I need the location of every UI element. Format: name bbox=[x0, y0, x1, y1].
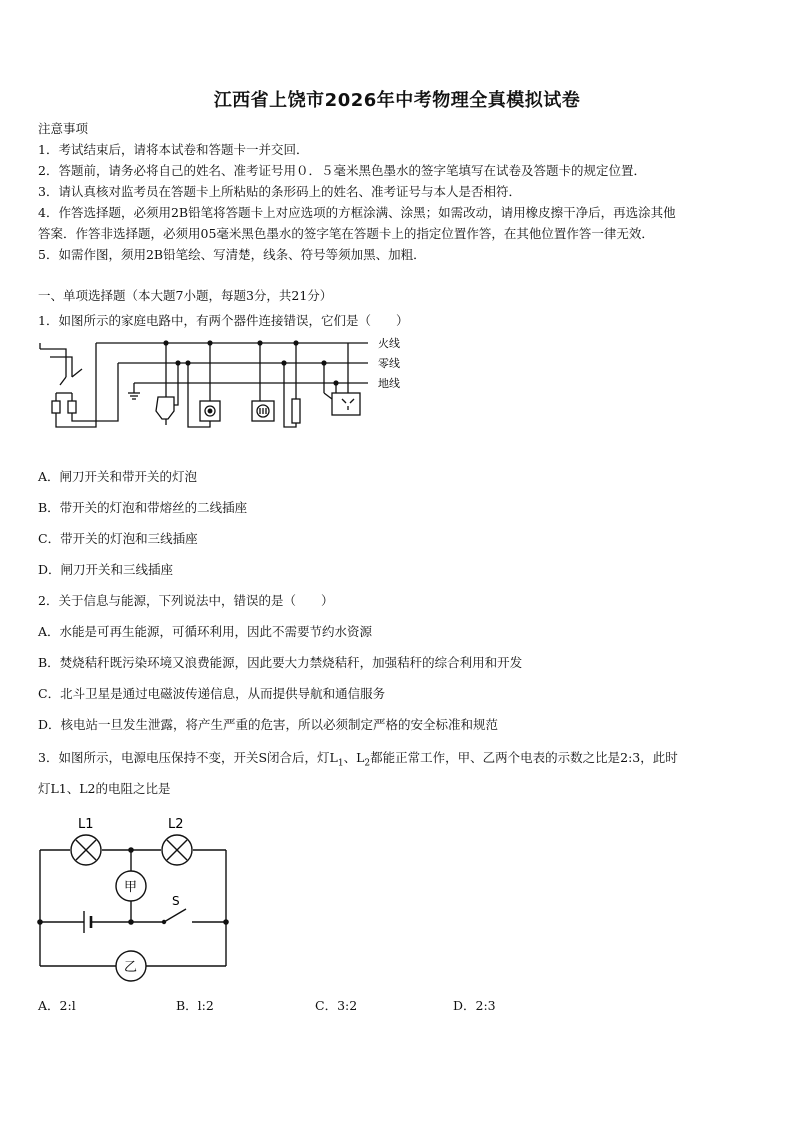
option-d[interactable]: D．核电站一旦发生泄露，将产生严重的危害，所以必须制定严格的安全标准和规范 bbox=[38, 717, 499, 732]
option-a[interactable]: A．闸刀开关和带开关的灯泡 bbox=[38, 469, 198, 484]
lamp1-label: L1 bbox=[78, 817, 94, 832]
option-a[interactable]: A．2:l bbox=[38, 998, 76, 1013]
stem-part: 3．如图所示，电源电压保持不变，开关S闭合后，灯 bbox=[38, 750, 330, 765]
switch-label: S bbox=[172, 894, 180, 908]
option-c[interactable]: C．3:2 bbox=[315, 998, 358, 1013]
notice-item: 5．如需作图，须用2B铅笔绘、写清楚，线条、符号等须加黑、加粗． bbox=[38, 247, 426, 262]
question-3-stem bbox=[38, 750, 678, 772]
meter-jia-label: 甲 bbox=[124, 880, 138, 895]
option-b[interactable]: B．焚烧秸秆既污染环境又浪费能源，因此要大力禁烧秸秆，加强秸秆的综合利用和开发 bbox=[38, 655, 523, 670]
question-1-stem: 1．如图所示的家庭电路中，有两个器件连接错误，它们是（ ） bbox=[38, 313, 409, 328]
separator: 、 bbox=[343, 750, 357, 765]
option-c[interactable]: C．北斗卫星是通过电磁波传递信息，从而提供导航和通信服务 bbox=[38, 686, 386, 701]
lamp2-label: L2 bbox=[168, 817, 184, 832]
notice-item: 答案．作答非选择题，必须用05毫米黑色墨水的签字笔在答题卡上的指定位置作答，在其他位置作答一律无效． bbox=[38, 226, 654, 241]
stem-part: 都能正常工作，甲、乙两个电表的示数之比是2:3，此时 bbox=[370, 750, 678, 765]
option-d[interactable]: D．闸刀开关和三线插座 bbox=[38, 562, 174, 577]
household-circuit-diagram bbox=[38, 335, 418, 435]
lamp-l2-name: $L_2$ bbox=[356, 750, 371, 769]
question-2-stem: 2．关于信息与能源，下列说法中，错误的是（ ） bbox=[38, 593, 334, 608]
question-3-stem-line2: 灯L1、L2的电阻之比是 bbox=[38, 781, 171, 796]
notice-item: 4．作答选择题，必须用2B铅笔将答题卡上对应选项的方框涂满、涂黑；如需改动，请用橡皮擦干净后，再选涂其他 bbox=[38, 205, 676, 220]
notice-item: 2．答题前，请务必将自己的姓名、准考证号用０．５毫米黑色墨水的签字笔填写在试卷及答题卡的规定位置． bbox=[38, 163, 646, 178]
lamp-l1-name: $L_1$ bbox=[329, 750, 344, 769]
wire-label-live: 火线 bbox=[378, 337, 400, 350]
option-c[interactable]: C．带开关的灯泡和三线插座 bbox=[38, 531, 198, 546]
page-title: 江西省上饶市2026年中考物理全真模拟试卷 bbox=[213, 90, 581, 111]
meter-yi-label: 乙 bbox=[124, 960, 138, 975]
option-b[interactable]: B．带开关的灯泡和带熔丝的二线插座 bbox=[38, 500, 248, 515]
option-b[interactable]: B．l:2 bbox=[176, 998, 214, 1013]
notice-item: 1．考试结束后，请将本试卷和答题卡一并交回． bbox=[38, 142, 309, 157]
notice-heading: 注意事项 bbox=[38, 121, 89, 136]
notice-item: 3．请认真核对监考员在答题卡上所粘贴的条形码上的姓名、准考证号与本人是否相符． bbox=[38, 184, 521, 199]
option-d[interactable]: D．2:3 bbox=[453, 998, 496, 1013]
wire-label-neutral: 零线 bbox=[378, 357, 400, 370]
section-heading: 一、单项选择题（本大题7小题，每题3分，共21分） bbox=[38, 288, 333, 303]
series-circuit-diagram bbox=[30, 810, 250, 985]
wire-label-ground: 地线 bbox=[378, 377, 400, 390]
option-a[interactable]: A．水能是可再生能源，可循环利用，因此不需要节约水资源 bbox=[38, 624, 373, 639]
